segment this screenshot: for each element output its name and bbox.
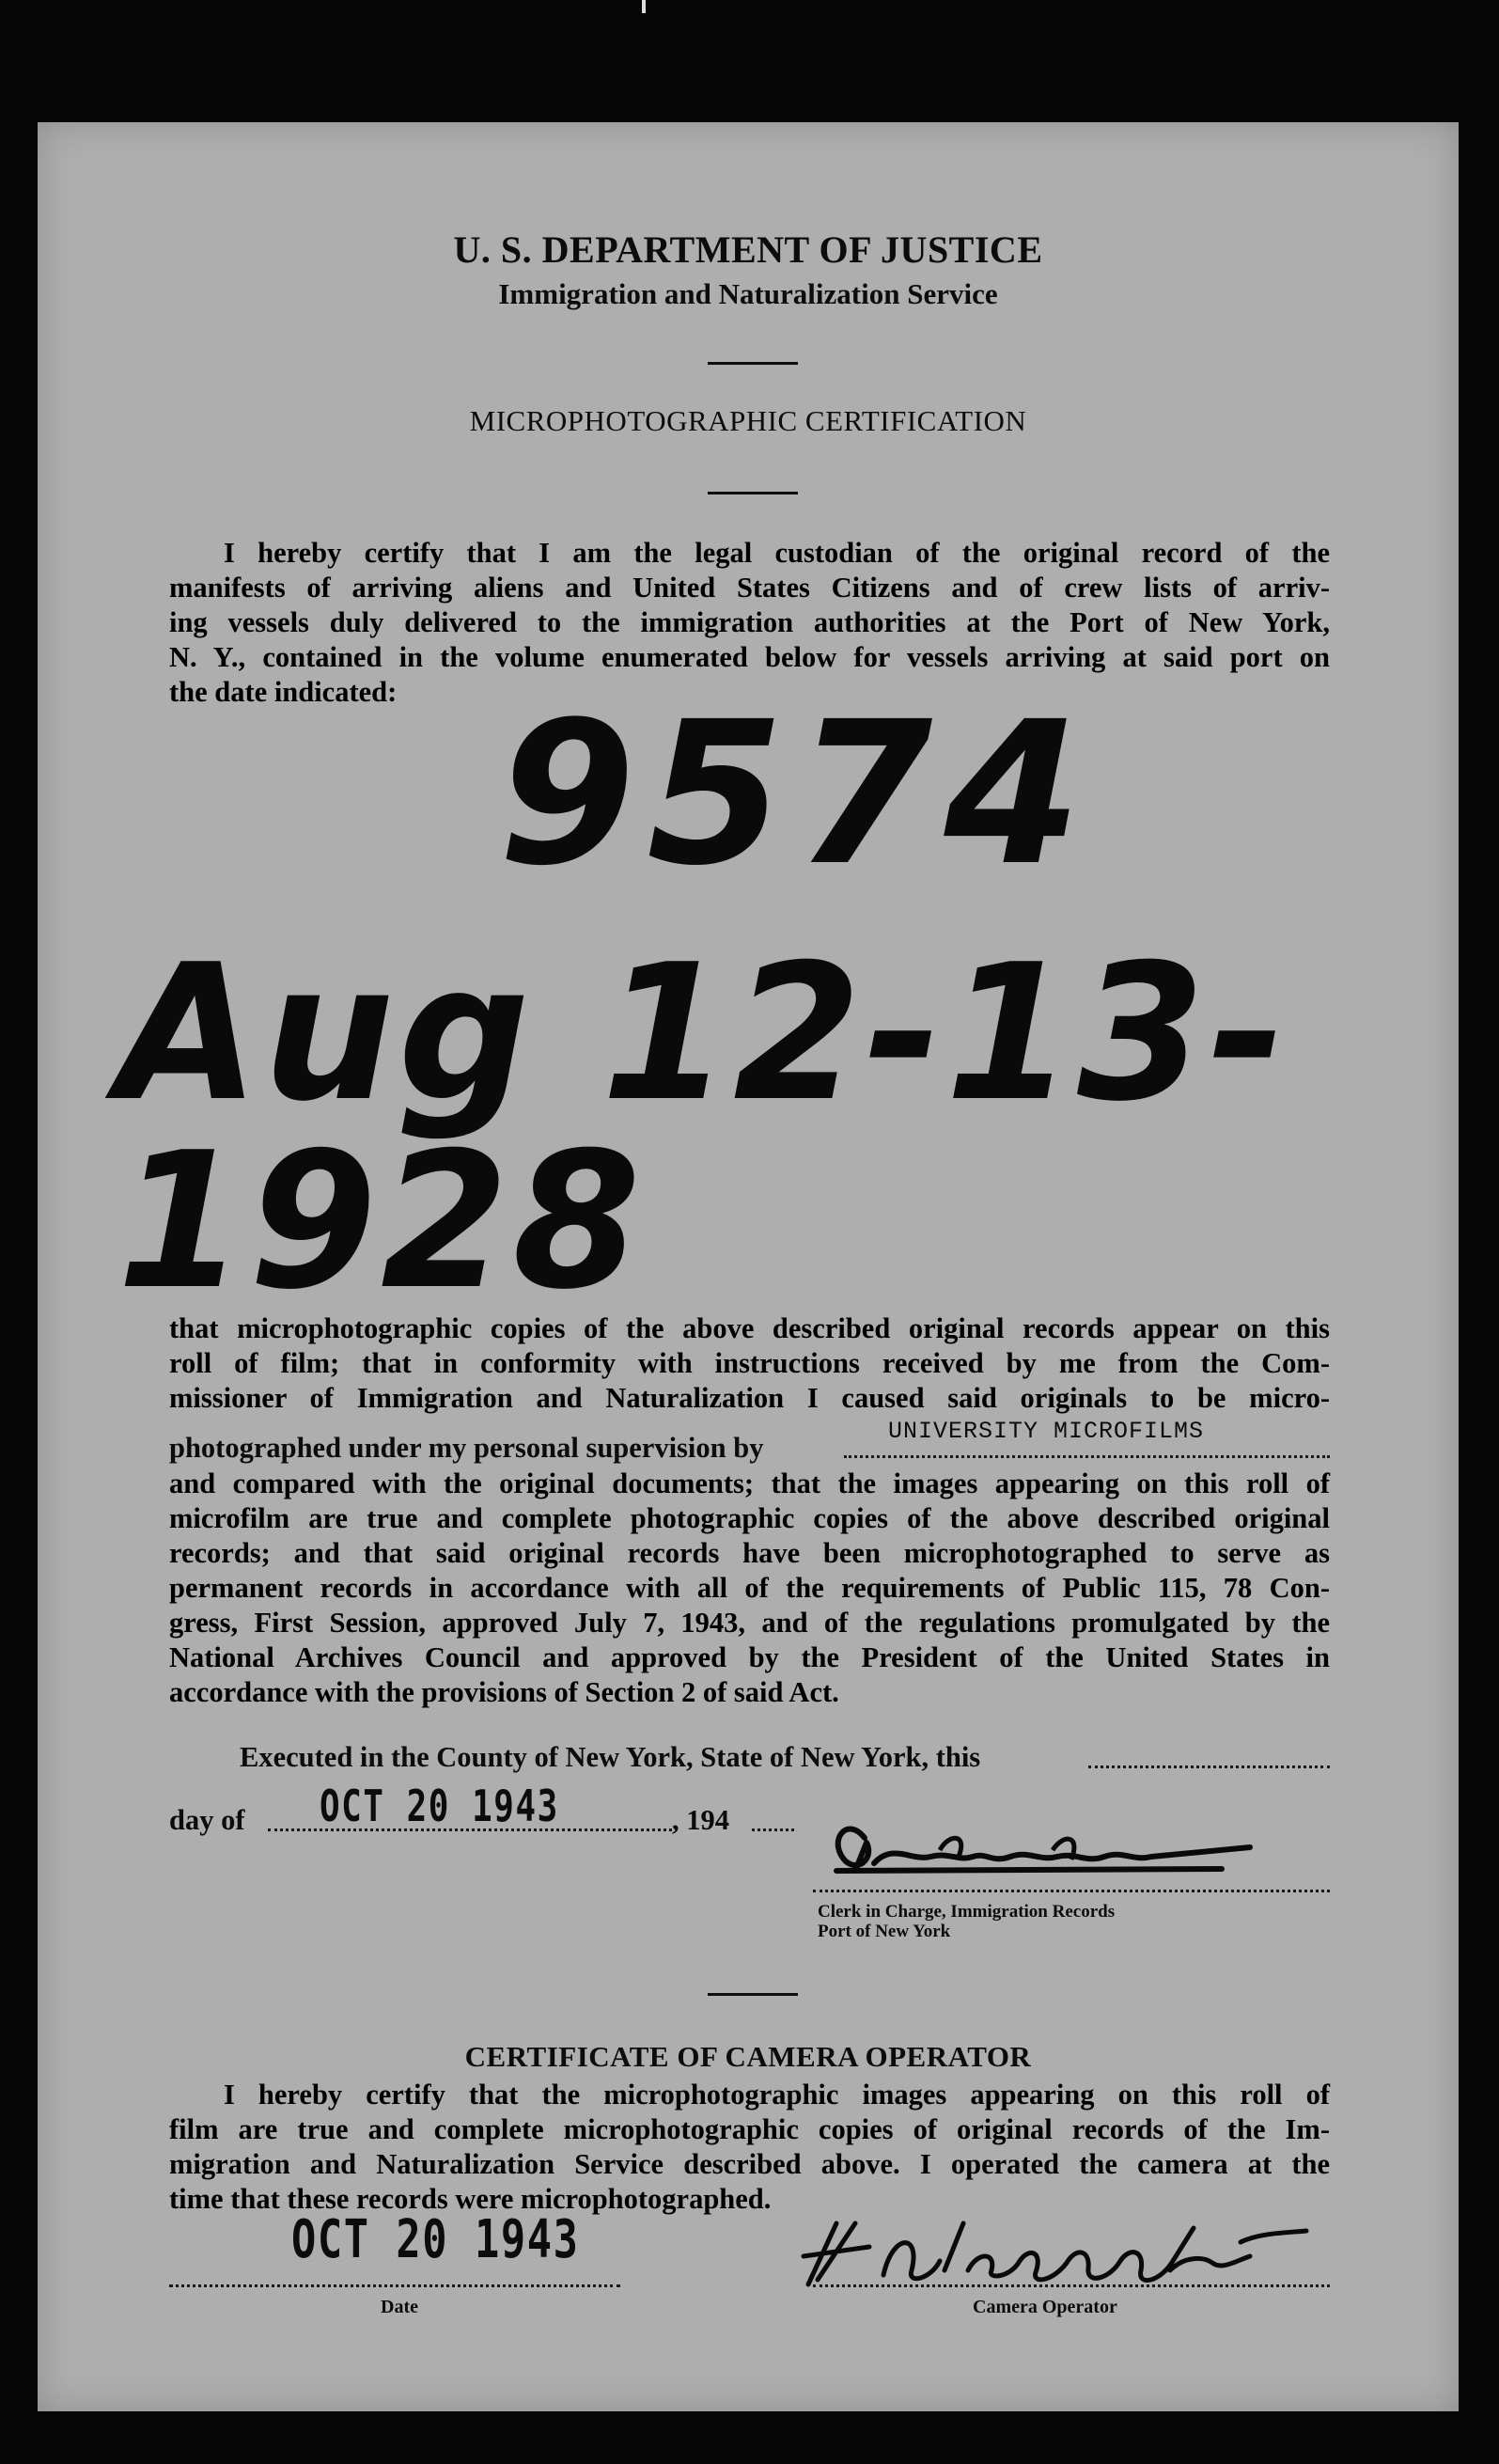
text-line: missioner of Immigration and Naturalization I caused said originals to be micro- [169,1382,1330,1414]
department-heading: U. S. DEPARTMENT OF JUSTICE [453,228,1043,271]
date-label: Date [381,2297,418,2317]
microfilm-company: UNIVERSITY MICROFILMS [888,1418,1205,1445]
text-line: ing vessels duly delivered to the immigration authorities at the Port of New York, [169,606,1330,638]
handwritten-date-range: Aug 12-13-1928 [117,924,1289,1331]
year-prefix: , 194 [672,1804,729,1836]
executed-line: Executed in the County of New York, State of New York, this [240,1741,981,1773]
dotted-line [1088,1766,1330,1768]
camera-date-stamp: OCT 20 1943 [291,2209,580,2270]
text-line: microfilm are true and complete photographic copies of the above described original [169,1502,1330,1534]
text-line: and compared with the original documents; that the images appearing on this roll of [169,1467,1330,1499]
clerk-signature [808,1805,1278,1890]
text-line: accordance with the provisions of Section 2 of said Act. [169,1676,839,1708]
text-line: manifests of arriving aliens and United States Citizens and of crew lists of arriv- [169,572,1330,604]
text-line: time that these records were microphotographed. [169,2183,772,2215]
text-line: roll of film; that in conformity with instructions received by me from the Com- [169,1347,1330,1379]
text-line: film are true and complete microphotographic copies of original records of the Im- [169,2113,1330,2145]
handwritten-volume-number: 9574 [498,679,1093,909]
text-line: migration and Naturalization Service described above. I operated the camera at the [169,2148,1330,2180]
dotted-line [752,1828,794,1831]
camera-operator-label: Camera Operator [973,2297,1117,2317]
operator-line [813,2284,1330,2287]
camera-operator-title: CERTIFICATE OF CAMERA OPERATOR [464,2040,1032,2073]
text-line: I hereby certify that I am the legal custodian of the original record of the [224,537,1330,569]
signature-line [813,1890,1330,1892]
by-line-label: photographed under my personal supervision by [169,1432,764,1464]
divider [708,1993,798,1996]
service-heading: Immigration and Naturalization Service [498,277,998,310]
body-paragraph-continued [169,1467,1330,1710]
text-line: National Archives Council and approved by the President of the United States in [169,1641,1330,1673]
dotted-line [844,1455,1330,1458]
camera-paragraph [169,2078,1330,2217]
day-of-label: day of [169,1804,245,1836]
clerk-title: Clerk in Charge, Immigration Records [818,1902,1116,1922]
date-line [169,2284,620,2287]
clerk-port: Port of New York [818,1922,951,1941]
text-line: that microphotographic copies of the above described original records appear on this [169,1312,1330,1344]
certificate-page [38,122,1459,2411]
text-line: the date indicated: [169,676,398,708]
certification-title: MICROPHOTOGRAPHIC CERTIFICATION [469,404,1027,437]
text-line: N. Y., contained in the volume enumerated below for vessels arriving at said port on [169,641,1330,673]
text-line: records; and that said original records have been microphotographed to serve as [169,1537,1330,1569]
camera-operator-signature [789,2205,1316,2294]
divider [708,492,798,494]
executed-date-stamp: OCT 20 1943 [320,1781,559,1831]
body-paragraph [169,1311,1330,1416]
text-line: permanent records in accordance with all of the requirements of Public 115, 78 Con- [169,1572,1330,1604]
divider [708,362,798,365]
text-line: gress, First Session, approved July 7, 1943, and of the regulations promulgated by the [169,1607,1330,1639]
text-line: I hereby certify that the microphotographic images appearing on this roll of [224,2079,1330,2111]
